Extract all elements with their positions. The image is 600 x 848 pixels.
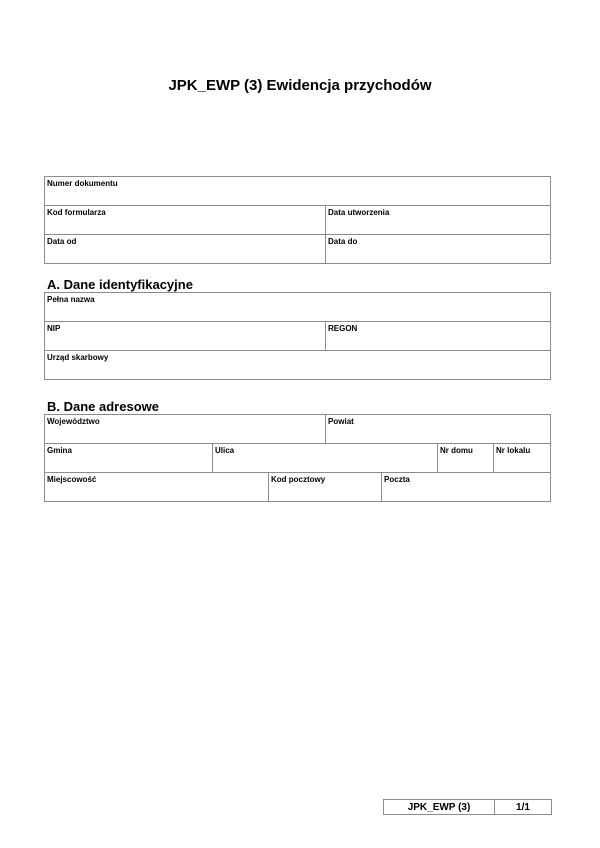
nip-label: NIP — [47, 324, 61, 333]
data-utworzenia-field[interactable] — [326, 206, 551, 235]
ulica-label: Ulica — [215, 446, 235, 455]
nr-domu-field[interactable] — [438, 444, 494, 473]
wojewodztwo-field[interactable] — [45, 415, 326, 444]
poczta-label: Poczta — [384, 475, 410, 484]
kod-formularza-label: Kod formularza — [47, 208, 106, 217]
data-utworzenia-label: Data utworzenia — [328, 208, 390, 217]
regon-label: REGON — [328, 324, 358, 333]
section-b-table — [44, 414, 551, 502]
nr-domu-label: Nr domu — [440, 446, 473, 455]
powiat-label: Powiat — [328, 417, 354, 426]
wojewodztwo-label: Województwo — [47, 417, 100, 426]
urzad-skarbowy-field[interactable] — [45, 351, 551, 380]
powiat-field[interactable] — [326, 415, 551, 444]
gmina-label: Gmina — [47, 446, 72, 455]
ulica-field[interactable] — [213, 444, 438, 473]
gmina-field[interactable] — [45, 444, 213, 473]
numer-dokumentu-field[interactable] — [45, 177, 551, 206]
section-a-table — [44, 292, 551, 380]
pelna-nazwa-field[interactable] — [45, 293, 551, 322]
section-a-title: A. Dane identyfikacyjne — [47, 277, 193, 292]
miejscowosc-field[interactable] — [45, 473, 269, 502]
poczta-field[interactable] — [382, 473, 551, 502]
nip-field[interactable] — [45, 322, 326, 351]
kod-formularza-field[interactable] — [45, 206, 326, 235]
section-b-title: B. Dane adresowe — [47, 399, 159, 414]
pelna-nazwa-label: Pełna nazwa — [47, 295, 95, 304]
data-od-field[interactable] — [45, 235, 326, 264]
miejscowosc-label: Miejscowość — [47, 475, 97, 484]
nr-lokalu-label: Nr lokalu — [496, 446, 531, 455]
data-do-field[interactable] — [326, 235, 551, 264]
numer-dokumentu-label: Numer dokumentu — [47, 179, 118, 188]
regon-field[interactable] — [326, 322, 551, 351]
data-do-label: Data do — [328, 237, 358, 246]
data-od-label: Data od — [47, 237, 77, 246]
header-fields-table — [44, 176, 551, 264]
kod-pocztowy-field[interactable] — [269, 473, 382, 502]
document-title: JPK_EWP (3) Ewidencja przychodów — [168, 77, 432, 94]
footer-page-number: 1/1 — [495, 800, 552, 815]
kod-pocztowy-label: Kod pocztowy — [271, 475, 326, 484]
page-footer — [383, 799, 552, 815]
footer-form-code: JPK_EWP (3) — [384, 800, 495, 815]
urzad-skarbowy-label: Urząd skarbowy — [47, 353, 109, 362]
nr-lokalu-field[interactable] — [494, 444, 551, 473]
